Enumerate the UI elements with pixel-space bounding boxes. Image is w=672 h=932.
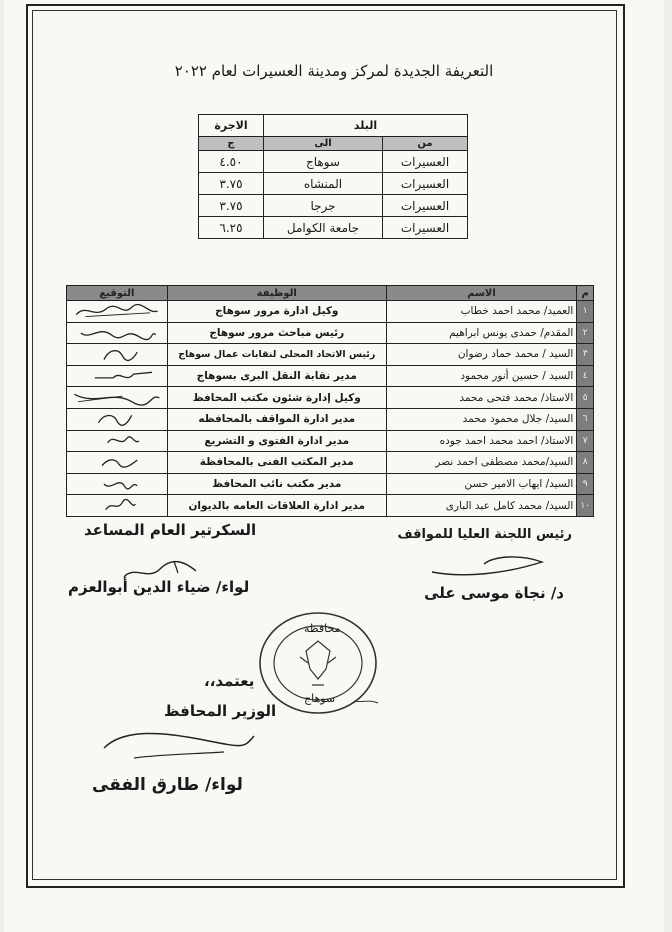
member-row [67, 495, 594, 517]
member-name: الاستاذ/ احمد محمد احمد جوده [386, 430, 577, 452]
member-signature [67, 344, 168, 366]
seal-bottom-text: سوهاج [304, 692, 336, 705]
member-signature [67, 452, 168, 474]
member-signature [67, 430, 168, 452]
fare-from: العسيرات [383, 151, 468, 173]
member-name: السيد/ جلال محمود محمد [386, 408, 577, 430]
member-num: ٤ [577, 365, 594, 387]
fare-to: المنشاه [264, 173, 383, 195]
fare-to: سوهاج [264, 151, 383, 173]
member-job: رئيس الاتحاد المحلى لنقابات عمال سوهاج [167, 344, 386, 366]
fare-value: ٣.٧٥ [199, 195, 264, 217]
member-signature [67, 473, 168, 495]
member-row [67, 408, 594, 430]
member-signature [67, 408, 168, 430]
members-header-name: الاسم [386, 286, 577, 301]
fare-row [199, 151, 468, 173]
fare-to: جامعة الكوامل [264, 217, 383, 239]
member-num: ٩ [577, 473, 594, 495]
member-name: السيد/محمد مصطفى احمد نصر [386, 452, 577, 474]
fare-from: العسيرات [383, 195, 468, 217]
member-signature [67, 301, 168, 323]
member-job: وكيل ادارة مرور سوهاج [167, 301, 386, 323]
member-name: الاستاذ/ محمد فتحى محمد [386, 387, 577, 409]
member-row [67, 452, 594, 474]
fare-to: جرجا [264, 195, 383, 217]
document-page [4, 0, 664, 932]
member-row [67, 387, 594, 409]
member-job: مدير مكتب نائب المحافظ [167, 473, 386, 495]
member-row [67, 430, 594, 452]
member-name: السيد / حسين أنور محمود [386, 365, 577, 387]
members-header-num: م [577, 286, 594, 301]
member-row [67, 344, 594, 366]
member-num: ٣ [577, 344, 594, 366]
member-job: مدير المكتب الفنى بالمحافظة [167, 452, 386, 474]
document-title: التعريفة الجديدة لمركز ومدينة العسيرات لعام ٢٠٢٢ [174, 62, 494, 80]
members-table [66, 285, 594, 517]
members-header-job: الوظيفة [167, 286, 386, 301]
member-signature [67, 387, 168, 409]
fare-table [198, 114, 468, 239]
member-name: المقدم/ حمدى يونس ابراهيم [386, 322, 577, 344]
member-job: مدير ادارة العلاقات العامه بالديوان [167, 495, 386, 517]
member-name: السيد/ محمد كامل عبد البارى [386, 495, 577, 517]
fare-header-fare: الاجرة [199, 115, 264, 137]
member-num: ٢ [577, 322, 594, 344]
member-job: مدير نقابة النقل البرى بسوهاج [167, 365, 386, 387]
assistant-secretary-signature [114, 555, 224, 585]
governor-name: لواء/ طارق الفقى [92, 775, 243, 795]
approval-label: يعتمد،، [204, 672, 255, 690]
members-header-signature: التوقيع [67, 286, 168, 301]
seal-top-text: محافظة [304, 622, 341, 635]
assistant-secretary-title: السكرتير العام المساعد [84, 521, 257, 539]
fare-header-to: الى [264, 137, 383, 151]
member-row [67, 473, 594, 495]
governor-title: الوزير المحافظ [164, 702, 277, 720]
member-name: العميد/ محمد احمد خطاب [386, 301, 577, 323]
member-job: مدير ادارة المواقف بالمحافظه [167, 408, 386, 430]
governor-signature [94, 718, 264, 766]
member-num: ٥ [577, 387, 594, 409]
member-num: ٨ [577, 452, 594, 474]
member-signature [67, 365, 168, 387]
committee-head-name: د/ نجاة موسى على [424, 584, 564, 602]
member-name: السيد/ ايهاب الامير حسن [386, 473, 577, 495]
fare-header-from: من [383, 137, 468, 151]
member-signature [67, 322, 168, 344]
member-num: ١٠ [577, 495, 594, 517]
member-job: رئيس مباحث مرور سوهاج [167, 322, 386, 344]
committee-head-signature [424, 548, 554, 580]
fare-header-currency: ج [199, 137, 264, 151]
fare-value: ٦.٢٥ [199, 217, 264, 239]
member-row [67, 322, 594, 344]
assistant-secretary-name: لواء/ ضياء الدين أبوالعزم [68, 578, 250, 596]
fare-from: العسيرات [383, 217, 468, 239]
member-num: ٧ [577, 430, 594, 452]
member-num: ٦ [577, 408, 594, 430]
fare-value: ٣.٧٥ [199, 173, 264, 195]
fare-row [199, 173, 468, 195]
member-row [67, 301, 594, 323]
fare-row [199, 217, 468, 239]
member-signature [67, 495, 168, 517]
member-job: وكيل إدارة شئون مكتب المحافظ [167, 387, 386, 409]
fare-from: العسيرات [383, 173, 468, 195]
fare-value: ٤.٥٠ [199, 151, 264, 173]
fare-header-country: البلد [264, 115, 468, 137]
member-row [67, 365, 594, 387]
member-name: السيد / محمد حماد رضوان [386, 344, 577, 366]
member-job: مدير ادارة الفتوى و التشريع [167, 430, 386, 452]
member-num: ١ [577, 301, 594, 323]
committee-head-title: رئيس اللجنة العليا للمواقف [397, 527, 572, 542]
fare-row [199, 195, 468, 217]
